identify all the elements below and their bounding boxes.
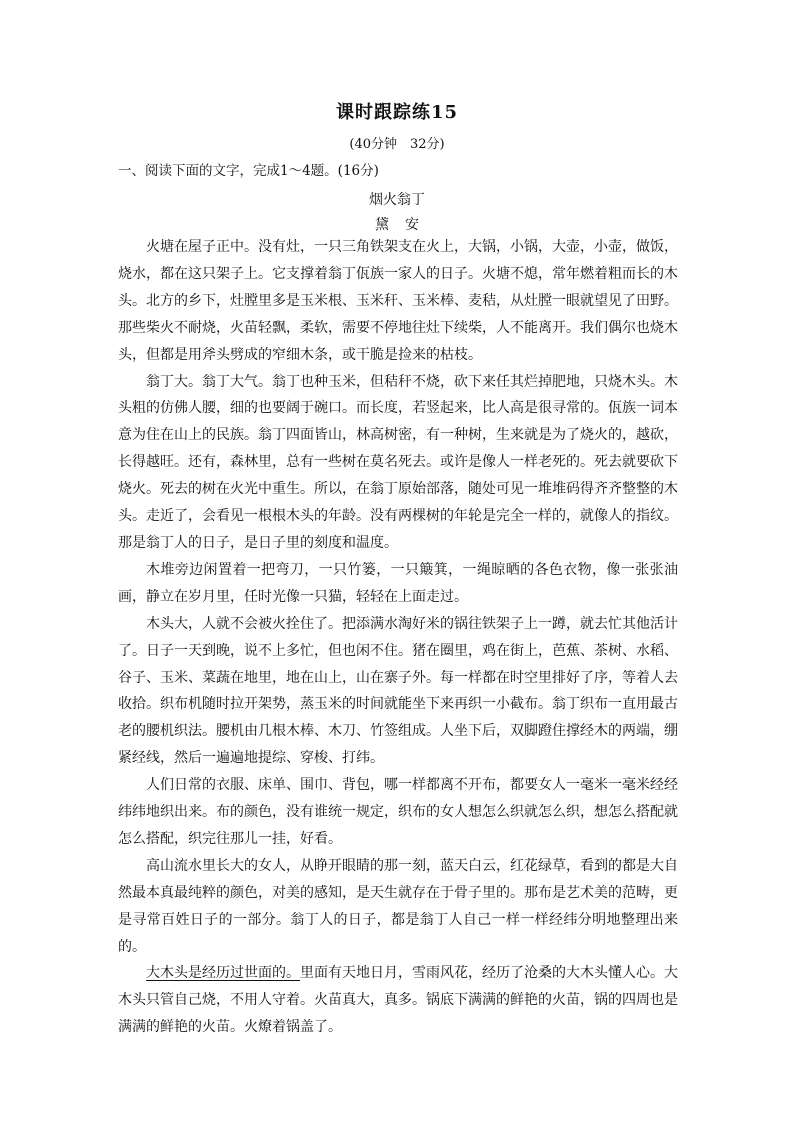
- paragraph: 木堆旁边闲置着一把弯刀，一只竹篓，一只簸箕，一绳晾晒的各色衣物，像一张张油画，静立在岁月里，任时光像一只猫，轻轻在上面走过。: [118, 561, 678, 605]
- paragraph: 人们日常的衣服、床单、围巾、背包，哪一样都离不开布，都要女人一毫米一毫米经经纬纬地织出来。布的颜色，没有谁统一规定，织布的女人想怎么织就怎么织，想怎么搭配就怎么搭配，织完往那儿一挂，好看。: [118, 777, 678, 847]
- author-text: 黛安: [375, 217, 435, 233]
- paragraph: 翁丁大。翁丁大气。翁丁也种玉米，但秸秆不烧，砍下来任其烂掉肥地，只烧木头。木头粗的仿佛人腰，细的也要阔于碗口。而长度，若竖起来，比人高是很寻常的。佤族一词本意为住在山上的民族。翁丁四面皆山，林高树密，有一种树，生来就是为了烧火的，越砍，长得越旺。还有，森林里，总有一些树在莫名死去。或许是像人一样老死的。死去就要砍下烧火。死去的树在火光中重生。所以，在翁丁原始部落，随处可见一堆堆码得齐齐整整的木头。走近了，会看见一根根木头的年龄。没有两棵树的年轮是完全一样的，就像人的指纹。那是翁丁人的日子，是日子里的刻度和温度。: [118, 373, 678, 551]
- paragraph-last: [118, 960, 678, 1041]
- paragraph: 火塘在屋子正中。没有灶，一只三角铁架支在火上，大锅，小锅，大壶，小壶，做饭，烧水，都在这只架子上。它支撑着翁丁佤族一家人的日子。火塘不熄，常年燃着粗而长的木头。北方的乡下，灶膛里多是玉米根、玉米秆、玉米棒、麦秸，从灶膛一眼就望见了田野。那些柴火不耐烧，火苗轻飘，柔软，需要不停地往灶下续柴，人不能离开。我们偶尔也烧木头，但都是用斧头劈成的窄细木条，或干脆是捡来的枯枝。: [118, 239, 678, 363]
- underlined-sentence: 大木头是经历过世面的。: [146, 965, 300, 982]
- paragraph: 高山流水里长大的女人，从睁开眼睛的那一刻，蓝天白云，红花绿草，看到的都是大自然最本真最纯粹的颜色，对美的感知，是天生就存在于骨子里的。那布是艺术美的范畴，更是寻常百姓日子的一部分。翁丁人的日子，都是翁丁人自己一样一样经纬分明地整理出来的。: [118, 857, 678, 955]
- paragraph-rest: 里面有天地日月，雪雨风花，经历了沧桑的大木头懂人心。大木头只管自己烧，不用人守着。火苗真大，真多。锅底下满满的鲜艳的火苗，锅的四周也是满满的鲜艳的火苗。火燎着锅盖了。: [118, 965, 678, 1036]
- section-heading: 一、阅读下面的文字，完成1～4题。(16分): [118, 163, 379, 179]
- page-title: 课时跟踪练15: [335, 102, 459, 123]
- author-name: [0, 214, 794, 234]
- time-score-info: (40分钟 32分): [349, 137, 445, 152]
- story-body: [118, 234, 678, 1041]
- paragraph: 木头大，人就不会被火拴住了。把添满水淘好米的锅往铁架子上一蹲，就去忙其他活计了。日子一天到晚，说不上多忙，但也闲不住。猪在圈里，鸡在街上，芭蕉、茶树、水稻、谷子、玉米、菜蔬在地里，地在山上，山在寨子外。每一样都在时空里排好了序，等着人去收拾。织布机随时拉开架势，蒸玉米的时间就能坐下来再织一小截布。翁丁织布一直用最古老的腰机织法。腰机由几根木棒、木刀、竹签组成。人坐下后，双脚蹬住撑经木的两端，绷紧经线，然后一遍遍地提综、穿梭、打纬。: [118, 615, 678, 767]
- story-title: 烟火翁丁: [369, 192, 425, 208]
